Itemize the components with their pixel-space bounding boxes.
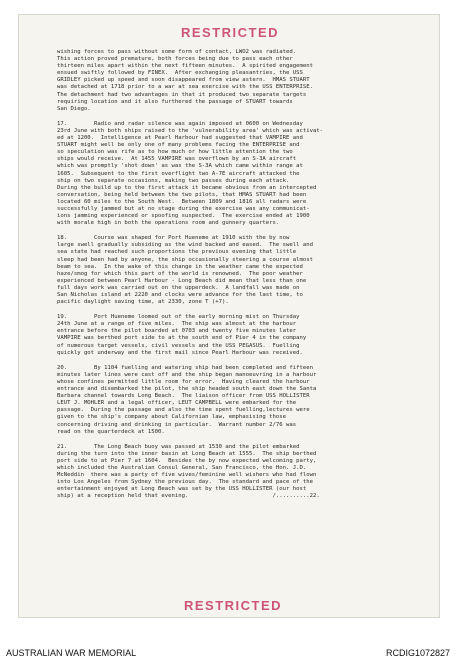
- paragraph-20: 20. By 1104 fuelling and watering ship had been completed and fifteen minutes later lines were cast off and the ship began manoeuvring in a harbour whose confines permitted little room for error. Having cleared the harbour entrance and disembarked the pilot, the ship headed south east down the Santa Barbara channel towards Long Beach. The liaison officer from USS HOLLISTER LEUT J. MOHLER and a legal officer, LEUT CAMPBELL were embarked for the passage. During the passage and also the time spent fuelling,lectures were given to the ship's company about Californian law, emphasising those concerning driving and drinking in particular. Warrant number 2/76 was read on the quarterdeck at 1500.: [57, 364, 317, 435]
- archive-name: AUSTRALIAN WAR MEMORIAL: [6, 648, 137, 658]
- archive-reference: RCDIG1072827: [385, 648, 450, 658]
- restricted-stamp-top: RESTRICTED: [181, 25, 280, 40]
- document-page: [18, 14, 440, 618]
- paragraph-19: 19. Port Hueneme loomed out of the early morning mist on Thursday 24th June at a range of five miles. The ship was almost at the harbour entrance before the pilot boarded at 0703 and twenty five minutes later VAMPIRE was berthed port side to at the south end of Pier 4 in the company of numerous target vessels, civil vessels and the USS PEGASUS. Fuelling quickly got underway and the first mail since Pearl Harbour was received.: [57, 314, 307, 356]
- archive-footer: [0, 622, 458, 666]
- paragraph-17: 17. Radio and radar silence was again imposed at 0600 on Wednesday 23rd June with both ships raised to the 'vulnerability area' which was activat- ed at 1200. Intelligence at Pearl Harbour had suggested that VAMPIRE and STUART might well be only one of many problems facing the ENTERPRISE and so speculation was rife as to how much or how little attention the two ships would receive. At 1455 VAMPIRE was overflown by an S-3A aircraft which was promptly 'shot down' as was the S-3A which came within range at 1605. Subsequent to the first overflight two A-7E aircraft attacked the ship on two separate occasions, making two passes during each attack. During the build up to the first attack it became obvious from an intercepted conversation, being held between the two pilots, that HMAS STUART had been located 60 miles to the South West. Between 1809 and 1816 all radars were successfully jammed but at no stage during the exercise was any communicat- ions jamming experienced or spoofing suspected. The exercise ended at 1900 with morale high in both the operations room and gunnery quarters.: [57, 120, 324, 227]
- document-body: [57, 49, 437, 508]
- paragraph-16-continuation: wishing forces to pass without some form of contact, LWO2 was radiated. This action proved premature, both forces being due to pass each other thirteen miles apart within the next fifteen minutes. A spirited engagement ensued swiftly followed by FINEX. After exchanging pleasantries, the USS GRIDLEY picked up speed and soon disappeared from view astern. HMAS STUART was detached at 1718 prior to a war at sea exercise with the USS ENTERPRISE. The detachment had two advantages in that it produced two separate targets requiring location and it also furthered the passage of STUART towards San Diego.: [57, 49, 313, 112]
- restricted-stamp-bottom: RESTRICTED: [184, 598, 283, 613]
- paragraph-21: 21. The Long Beach buoy was passed at 1530 and the pilot embarked during the turn into the inner basin at Long Beach at 1555. The ship berthed port side to at Pier 7 at 1604. Besides the by now expected welcoming party, which included the Australian Consul General, San Francisco, the Hon. J.D. McNeddin there was a party of five wives/feminine well wishers who had flown into Los Angeles from Sydney the previous day. The standard and pace of the entertainment enjoyed at Long Beach was set by the USS HOLLISTER (our host ship) at a reception held that evening. /..........22.: [57, 443, 320, 500]
- paragraph-18: 18. Course was shaped for Port Hueneme at 1910 with the by now large swell gradually subsiding as the wind backed and eased. The swell and sea state had reached such proportions the previous evening that little sleep had been had by anyone, the ship occasionally steering a course almost beam to sea. In the wake of this change in the weather came the expected haze/smog for which this part of the world is renowned. The poor weather experienced between Pearl Harbour - Long Beach did mean that less than one full days work was carried out on the upperdeck. A landfall was made on San Nicholas island at 2220 and clocks were advance for the last time, to pacific daylight saving time, at 2330, zone T (+7).: [57, 235, 313, 306]
